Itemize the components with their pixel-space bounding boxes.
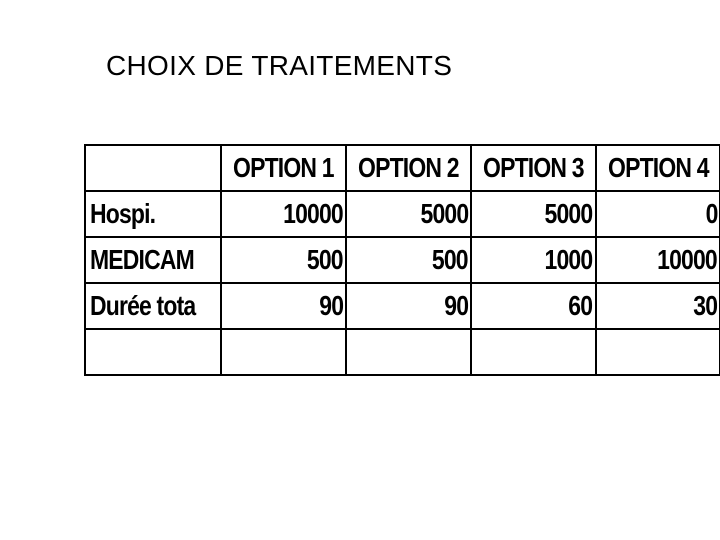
table-row-medicam bbox=[85, 237, 720, 283]
table-row-duree bbox=[85, 283, 720, 329]
header-cell-corner bbox=[85, 145, 221, 191]
table-cell: 60 bbox=[471, 283, 596, 329]
table-cell: 5000 bbox=[346, 191, 471, 237]
table-cell bbox=[346, 329, 471, 375]
header-row bbox=[85, 145, 720, 191]
header-cell-option-2: OPTION 2 bbox=[346, 145, 471, 191]
table-cell: 30 bbox=[596, 283, 720, 329]
row-label: Durée tota bbox=[85, 283, 221, 329]
header-cell-option-3: OPTION 3 bbox=[471, 145, 596, 191]
table-cell: 90 bbox=[221, 283, 346, 329]
table-cell: 90 bbox=[346, 283, 471, 329]
header-cell-option-1: OPTION 1 bbox=[221, 145, 346, 191]
row-label: Hospi. bbox=[85, 191, 221, 237]
table-cell bbox=[596, 329, 720, 375]
table-cell: 10000 bbox=[221, 191, 346, 237]
table-row-empty bbox=[85, 329, 720, 375]
row-label bbox=[85, 329, 221, 375]
table-cell bbox=[221, 329, 346, 375]
table-cell: 1000 bbox=[471, 237, 596, 283]
table-cell: 500 bbox=[346, 237, 471, 283]
table-cell: 5000 bbox=[471, 191, 596, 237]
table-cell: 0 bbox=[596, 191, 720, 237]
table-cell bbox=[471, 329, 596, 375]
header-cell-option-4: OPTION 4 bbox=[596, 145, 720, 191]
table-cell: 10000 bbox=[596, 237, 720, 283]
row-label: MEDICAM bbox=[85, 237, 221, 283]
slide-title: CHOIX DE TRAITEMENTS bbox=[106, 50, 453, 81]
treatment-options-table bbox=[84, 144, 720, 376]
table-row-hospi bbox=[85, 191, 720, 237]
table-cell: 500 bbox=[221, 237, 346, 283]
